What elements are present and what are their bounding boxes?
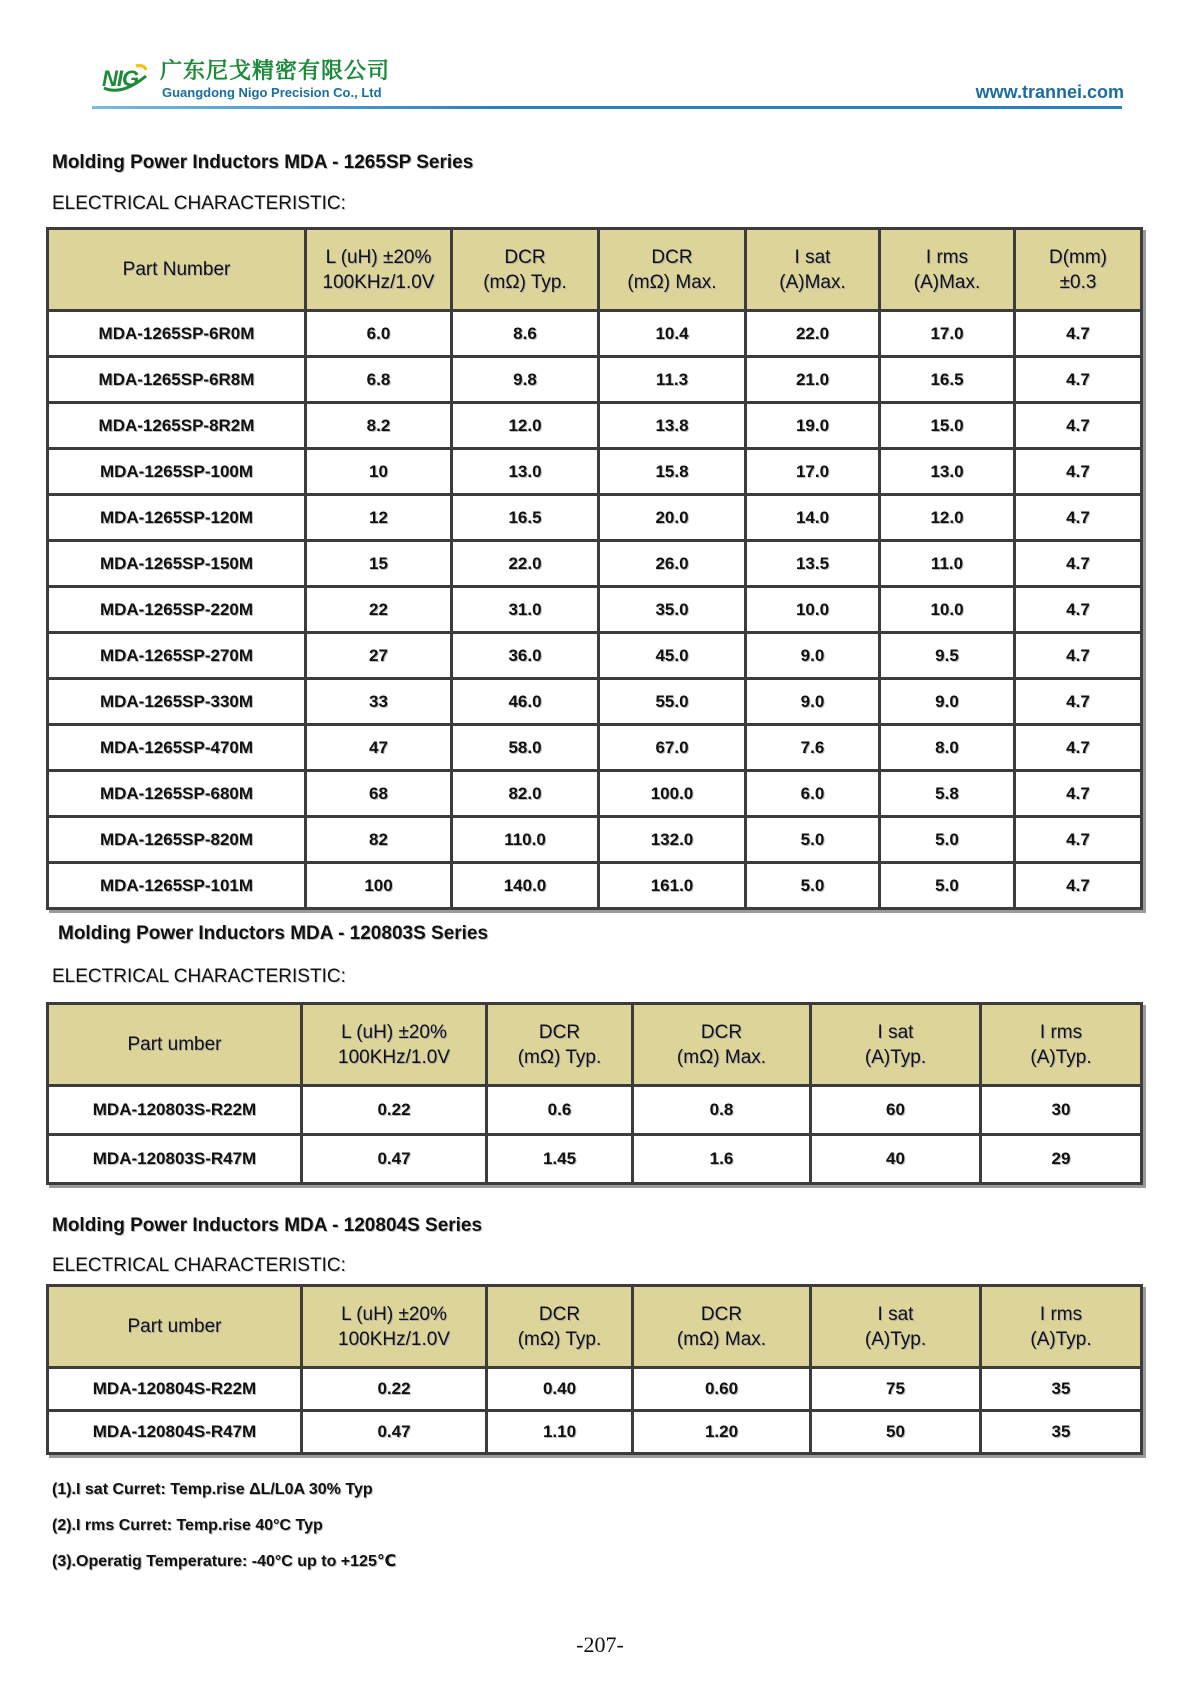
value-cell: 1.20: [633, 1411, 811, 1454]
column-header-line: 100KHz/1.0V: [322, 271, 435, 293]
value-cell: 60: [811, 1086, 981, 1135]
value-cell: 31.0: [452, 587, 599, 633]
value-cell: 10.0: [880, 587, 1015, 633]
section-subtitle-120804s: ELECTRICAL CHARACTERISTIC:: [52, 1255, 346, 1276]
table-row: [48, 1086, 1142, 1135]
page-header: [98, 52, 1124, 110]
value-cell: 1.45: [487, 1135, 633, 1184]
value-cell: 5.8: [880, 771, 1015, 817]
value-cell: 20.0: [599, 495, 746, 541]
value-cell: 9.5: [880, 633, 1015, 679]
column-header-line: ±0.3: [1059, 271, 1097, 293]
value-cell: 1.10: [487, 1411, 633, 1454]
value-cell: 17.0: [746, 449, 880, 495]
value-cell: 161.0: [599, 863, 746, 909]
table-row: [48, 1368, 1142, 1411]
part-number-cell: MDA-120803S-R22M: [48, 1086, 302, 1135]
value-cell: 9.8: [452, 357, 599, 403]
value-cell: 35.0: [599, 587, 746, 633]
website-link[interactable]: www.trannei.com: [975, 82, 1124, 102]
part-number-cell: MDA-1265SP-100M: [48, 449, 306, 495]
table-row: [48, 1411, 1142, 1454]
section-subtitle-120803s: ELECTRICAL CHARACTERISTIC:: [52, 966, 346, 987]
column-header-line: DCR: [538, 1021, 581, 1043]
value-cell: 4.7: [1015, 403, 1142, 449]
column-header: [981, 1004, 1142, 1086]
column-header-line: DCR: [651, 246, 693, 268]
value-cell: 100: [306, 863, 452, 909]
column-header-line: (A)Typ.: [864, 1046, 927, 1068]
value-cell: 1.6: [633, 1135, 811, 1184]
section-title-1265sp: Molding Power Inductors MDA - 1265SP Series: [52, 152, 474, 173]
value-cell: 15: [306, 541, 452, 587]
column-header: [48, 229, 306, 311]
value-cell: 47: [306, 725, 452, 771]
value-cell: 22: [306, 587, 452, 633]
value-cell: 5.0: [746, 817, 880, 863]
column-header-line: I sat: [877, 1303, 914, 1325]
column-header: [981, 1286, 1142, 1368]
part-number-cell: MDA-1265SP-220M: [48, 587, 306, 633]
page-number: -207-: [576, 1632, 624, 1657]
value-cell: 35: [981, 1368, 1142, 1411]
table-row: [48, 541, 1142, 587]
value-cell: 4.7: [1015, 357, 1142, 403]
column-header-line: (mΩ) Max.: [627, 271, 717, 293]
value-cell: 50: [811, 1411, 981, 1454]
footnote-temperature: (3).Operatig Temperature: -40°C up to +125℃: [52, 1553, 397, 1570]
value-cell: 0.60: [633, 1368, 811, 1411]
section-title-120804s: Molding Power Inductors MDA - 120804S Series: [52, 1215, 483, 1236]
column-header-line: I sat: [877, 1021, 914, 1043]
column-header-line: I rms: [1039, 1303, 1083, 1325]
value-cell: 6.0: [306, 311, 452, 357]
column-header: [306, 229, 452, 311]
value-cell: 82.0: [452, 771, 599, 817]
column-header-line: I rms: [1039, 1021, 1083, 1043]
value-cell: 10.0: [746, 587, 880, 633]
column-header: [746, 229, 880, 311]
column-header-line: (A)Typ.: [864, 1328, 927, 1350]
value-cell: 67.0: [599, 725, 746, 771]
header-divider: [92, 106, 1122, 109]
value-cell: 132.0: [599, 817, 746, 863]
table-row: [48, 679, 1142, 725]
part-number-cell: MDA-1265SP-680M: [48, 771, 306, 817]
value-cell: 30: [981, 1086, 1142, 1135]
column-header-line: I rms: [925, 246, 969, 268]
part-number-cell: MDA-1265SP-6R0M: [48, 311, 306, 357]
column-header: [811, 1286, 981, 1368]
value-cell: 75: [811, 1368, 981, 1411]
value-cell: 6.0: [746, 771, 880, 817]
value-cell: 140.0: [452, 863, 599, 909]
table-row: [48, 771, 1142, 817]
column-header: [811, 1004, 981, 1086]
value-cell: 11.0: [880, 541, 1015, 587]
value-cell: 29: [981, 1135, 1142, 1184]
section-title-120803s: Molding Power Inductors MDA - 120803S Series: [58, 923, 489, 944]
column-header: [48, 1286, 302, 1368]
column-header-line: (A)Typ.: [1030, 1328, 1092, 1350]
table-row: [48, 817, 1142, 863]
part-number-cell: MDA-120803S-R47M: [48, 1135, 302, 1184]
table-row: [48, 449, 1142, 495]
column-header-line: (mΩ) Typ.: [517, 1328, 602, 1350]
value-cell: 9.0: [746, 679, 880, 725]
column-header-line: (mΩ) Max.: [676, 1328, 767, 1350]
company-name-en: Guangdong Nigo Precision Co., Ltd: [162, 85, 382, 100]
spec-table-120804s: [46, 1284, 1143, 1455]
value-cell: 21.0: [746, 357, 880, 403]
part-number-cell: MDA-120804S-R22M: [48, 1368, 302, 1411]
column-header-line: DCR: [700, 1021, 743, 1043]
value-cell: 22.0: [452, 541, 599, 587]
column-header-line: L (uH) ±20%: [341, 1303, 447, 1325]
table-row: [48, 725, 1142, 771]
spec-table-120803s: [46, 1002, 1143, 1185]
column-header-line: (mΩ) Typ.: [483, 271, 567, 293]
logo-text: NIG: [102, 66, 139, 91]
value-cell: 4.7: [1015, 311, 1142, 357]
value-cell: 45.0: [599, 633, 746, 679]
column-header-line: I sat: [794, 246, 831, 268]
value-cell: 8.6: [452, 311, 599, 357]
column-header-line: DCR: [700, 1303, 743, 1325]
value-cell: 0.40: [487, 1368, 633, 1411]
part-number-cell: MDA-1265SP-820M: [48, 817, 306, 863]
column-header: [48, 1004, 302, 1086]
column-header-line: 100KHz/1.0V: [338, 1046, 450, 1068]
value-cell: 58.0: [452, 725, 599, 771]
value-cell: 16.5: [880, 357, 1015, 403]
value-cell: 13.5: [746, 541, 880, 587]
value-cell: 68: [306, 771, 452, 817]
column-header: [302, 1004, 487, 1086]
column-header-line: D(mm): [1048, 246, 1108, 268]
value-cell: 55.0: [599, 679, 746, 725]
value-cell: 4.7: [1015, 817, 1142, 863]
value-cell: 8.2: [306, 403, 452, 449]
value-cell: 11.3: [599, 357, 746, 403]
table-row: [48, 633, 1142, 679]
column-header-line: (A)Typ.: [1030, 1046, 1092, 1068]
footnote-isat: (1).I sat Curret: Temp.rise ΔL/L0A 30% Typ: [52, 1481, 373, 1498]
column-header: [1015, 229, 1142, 311]
table-row: [48, 311, 1142, 357]
part-number-cell: MDA-1265SP-150M: [48, 541, 306, 587]
value-cell: 19.0: [746, 403, 880, 449]
value-cell: 110.0: [452, 817, 599, 863]
value-cell: 9.0: [746, 633, 880, 679]
value-cell: 6.8: [306, 357, 452, 403]
part-number-cell: MDA-1265SP-330M: [48, 679, 306, 725]
value-cell: 82: [306, 817, 452, 863]
column-header-line: Part umber: [127, 1316, 222, 1337]
value-cell: 14.0: [746, 495, 880, 541]
company-name-cn: 广东尼戈精密有限公司: [160, 59, 391, 84]
value-cell: 13.0: [880, 449, 1015, 495]
part-number-cell: MDA-120804S-R47M: [48, 1411, 302, 1454]
column-header-line: DCR: [504, 246, 546, 268]
table-row: [48, 1135, 1142, 1184]
value-cell: 0.6: [487, 1086, 633, 1135]
table-row: [48, 403, 1142, 449]
part-number-cell: MDA-1265SP-470M: [48, 725, 306, 771]
value-cell: 46.0: [452, 679, 599, 725]
value-cell: 0.47: [302, 1411, 487, 1454]
footnotes: [52, 1472, 396, 1580]
value-cell: 5.0: [880, 817, 1015, 863]
value-cell: 0.8: [633, 1086, 811, 1135]
value-cell: 0.22: [302, 1086, 487, 1135]
column-header: [880, 229, 1015, 311]
part-number-cell: MDA-1265SP-6R8M: [48, 357, 306, 403]
value-cell: 4.7: [1015, 863, 1142, 909]
value-cell: 15.0: [880, 403, 1015, 449]
table-row: [48, 357, 1142, 403]
value-cell: 4.7: [1015, 541, 1142, 587]
value-cell: 13.8: [599, 403, 746, 449]
column-header-line: DCR: [538, 1303, 581, 1325]
column-header-line: (A)Max.: [779, 271, 846, 293]
column-header-line: Part umber: [127, 1034, 222, 1055]
column-header-line: L (uH) ±20%: [325, 246, 432, 268]
value-cell: 27: [306, 633, 452, 679]
column-header-line: (A)Max.: [913, 271, 981, 293]
value-cell: 5.0: [746, 863, 880, 909]
value-cell: 8.0: [880, 725, 1015, 771]
value-cell: 40: [811, 1135, 981, 1184]
value-cell: 0.22: [302, 1368, 487, 1411]
value-cell: 0.47: [302, 1135, 487, 1184]
value-cell: 4.7: [1015, 679, 1142, 725]
value-cell: 12: [306, 495, 452, 541]
value-cell: 33: [306, 679, 452, 725]
value-cell: 16.5: [452, 495, 599, 541]
value-cell: 100.0: [599, 771, 746, 817]
column-header-line: (mΩ) Max.: [676, 1046, 767, 1068]
value-cell: 4.7: [1015, 495, 1142, 541]
value-cell: 4.7: [1015, 587, 1142, 633]
column-header-line: 100KHz/1.0V: [338, 1328, 450, 1350]
column-header: [487, 1004, 633, 1086]
part-number-cell: MDA-1265SP-270M: [48, 633, 306, 679]
table-row: [48, 863, 1142, 909]
footnote-irms: (2).I rms Curret: Temp.rise 40°C Typ: [52, 1517, 323, 1534]
section-subtitle-1265sp: ELECTRICAL CHARACTERISTIC:: [52, 193, 346, 214]
value-cell: 12.0: [880, 495, 1015, 541]
value-cell: 5.0: [880, 863, 1015, 909]
value-cell: 12.0: [452, 403, 599, 449]
column-header-line: (mΩ) Typ.: [517, 1046, 602, 1068]
value-cell: 17.0: [880, 311, 1015, 357]
value-cell: 10: [306, 449, 452, 495]
value-cell: 35: [981, 1411, 1142, 1454]
column-header: [487, 1286, 633, 1368]
part-number-cell: MDA-1265SP-8R2M: [48, 403, 306, 449]
table-row: [48, 587, 1142, 633]
value-cell: 4.7: [1015, 725, 1142, 771]
part-number-cell: MDA-1265SP-101M: [48, 863, 306, 909]
value-cell: 10.4: [599, 311, 746, 357]
value-cell: 7.6: [746, 725, 880, 771]
value-cell: 13.0: [452, 449, 599, 495]
column-header-line: Part Number: [122, 259, 231, 280]
value-cell: 15.8: [599, 449, 746, 495]
spec-table-1265sp: [46, 227, 1143, 910]
value-cell: 4.7: [1015, 449, 1142, 495]
value-cell: 36.0: [452, 633, 599, 679]
table-row: [48, 495, 1142, 541]
column-header: [633, 1286, 811, 1368]
value-cell: 9.0: [880, 679, 1015, 725]
column-header: [633, 1004, 811, 1086]
column-header: [302, 1286, 487, 1368]
part-number-cell: MDA-1265SP-120M: [48, 495, 306, 541]
value-cell: 4.7: [1015, 771, 1142, 817]
column-header: [599, 229, 746, 311]
value-cell: 22.0: [746, 311, 880, 357]
value-cell: 4.7: [1015, 633, 1142, 679]
nig-logo: [98, 60, 154, 98]
column-header: [452, 229, 599, 311]
value-cell: 26.0: [599, 541, 746, 587]
column-header-line: L (uH) ±20%: [341, 1021, 447, 1043]
